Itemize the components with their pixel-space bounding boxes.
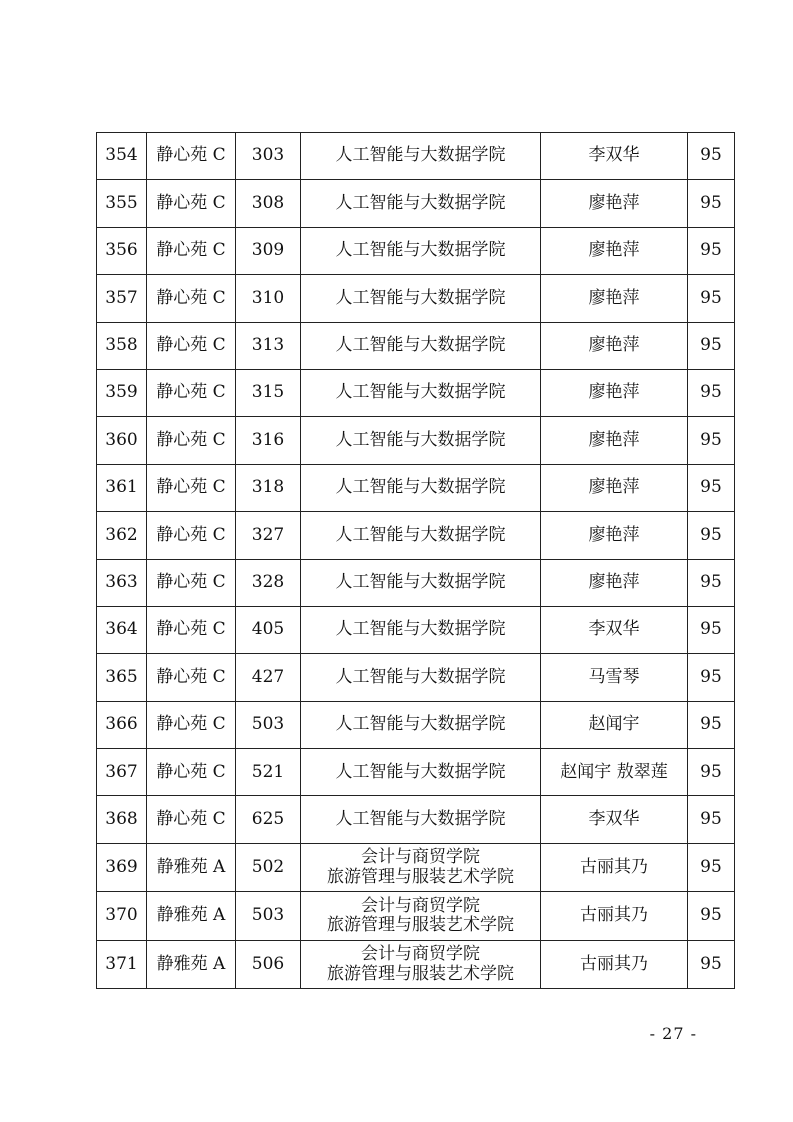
college-cell — [301, 843, 541, 892]
teacher-cell: 廖艳萍 — [541, 417, 688, 464]
college-name: 人工智能与大数据学院 — [335, 334, 506, 355]
building-cell: 静心苑 C — [147, 796, 236, 843]
table-row — [97, 133, 735, 180]
room-number-cell: 427 — [236, 654, 301, 701]
score-cell: 95 — [688, 892, 735, 941]
table-row — [97, 464, 735, 511]
score-cell: 95 — [688, 940, 735, 989]
row-number-cell: 362 — [97, 512, 147, 559]
college-name: 人工智能与大数据学院 — [335, 240, 506, 261]
college-cell — [301, 227, 541, 274]
row-number-cell: 364 — [97, 606, 147, 653]
building-cell: 静心苑 C — [147, 749, 236, 796]
building-cell: 静心苑 C — [147, 559, 236, 606]
building-cell: 静心苑 C — [147, 606, 236, 653]
dormitory-score-table — [96, 132, 735, 989]
row-number-cell: 357 — [97, 275, 147, 322]
score-cell: 95 — [688, 133, 735, 180]
room-number-cell: 315 — [236, 369, 301, 416]
score-cell: 95 — [688, 417, 735, 464]
score-cell: 95 — [688, 369, 735, 416]
score-cell: 95 — [688, 512, 735, 559]
score-cell: 95 — [688, 559, 735, 606]
building-cell: 静雅苑 A — [147, 843, 236, 892]
college-cell — [301, 512, 541, 559]
college-name: 人工智能与大数据学院 — [335, 192, 506, 213]
table-row — [97, 180, 735, 227]
college-name: 会计与商贸学院 — [361, 944, 480, 965]
room-number-cell: 303 — [236, 133, 301, 180]
score-cell: 95 — [688, 796, 735, 843]
college-name: 人工智能与大数据学院 — [335, 287, 506, 308]
score-cell: 95 — [688, 843, 735, 892]
teacher-cell: 廖艳萍 — [541, 559, 688, 606]
college-cell — [301, 133, 541, 180]
row-number-cell: 359 — [97, 369, 147, 416]
college-cell — [301, 606, 541, 653]
college-name: 人工智能与大数据学院 — [335, 429, 506, 450]
score-cell: 95 — [688, 749, 735, 796]
table-row — [97, 322, 735, 369]
room-number-cell: 310 — [236, 275, 301, 322]
table-row — [97, 940, 735, 989]
table-row — [97, 512, 735, 559]
teacher-cell: 廖艳萍 — [541, 369, 688, 416]
teacher-cell: 古丽其乃 — [541, 892, 688, 941]
teacher-cell: 马雪琴 — [541, 654, 688, 701]
building-cell: 静心苑 C — [147, 133, 236, 180]
table-row — [97, 275, 735, 322]
row-number-cell: 356 — [97, 227, 147, 274]
score-cell: 95 — [688, 654, 735, 701]
row-number-cell: 361 — [97, 464, 147, 511]
room-number-cell: 316 — [236, 417, 301, 464]
score-cell: 95 — [688, 180, 735, 227]
building-cell: 静心苑 C — [147, 464, 236, 511]
teacher-cell: 李双华 — [541, 796, 688, 843]
row-number-cell: 370 — [97, 892, 147, 941]
college-cell — [301, 417, 541, 464]
room-number-cell: 318 — [236, 464, 301, 511]
room-number-cell: 506 — [236, 940, 301, 989]
college-name: 人工智能与大数据学院 — [335, 524, 506, 545]
room-number-cell: 327 — [236, 512, 301, 559]
college-name: 人工智能与大数据学院 — [335, 145, 506, 166]
teacher-cell: 廖艳萍 — [541, 322, 688, 369]
row-number-cell: 366 — [97, 701, 147, 748]
score-cell: 95 — [688, 464, 735, 511]
college-cell — [301, 559, 541, 606]
teacher-cell: 廖艳萍 — [541, 227, 688, 274]
row-number-cell: 371 — [97, 940, 147, 989]
room-number-cell: 503 — [236, 892, 301, 941]
building-cell: 静雅苑 A — [147, 940, 236, 989]
teacher-cell: 古丽其乃 — [541, 843, 688, 892]
college-name: 会计与商贸学院 — [361, 895, 480, 916]
building-cell: 静心苑 C — [147, 322, 236, 369]
college-cell — [301, 464, 541, 511]
building-cell: 静心苑 C — [147, 701, 236, 748]
college-cell — [301, 322, 541, 369]
table-row — [97, 796, 735, 843]
row-number-cell: 354 — [97, 133, 147, 180]
college-name: 人工智能与大数据学院 — [335, 571, 506, 592]
building-cell: 静心苑 C — [147, 180, 236, 227]
row-number-cell: 363 — [97, 559, 147, 606]
teacher-cell: 廖艳萍 — [541, 180, 688, 227]
score-cell: 95 — [688, 701, 735, 748]
room-number-cell: 503 — [236, 701, 301, 748]
table-row — [97, 843, 735, 892]
building-cell: 静心苑 C — [147, 227, 236, 274]
college-name: 人工智能与大数据学院 — [335, 477, 506, 498]
building-cell: 静雅苑 A — [147, 892, 236, 941]
row-number-cell: 358 — [97, 322, 147, 369]
college-cell — [301, 796, 541, 843]
college-cell — [301, 654, 541, 701]
table-row — [97, 417, 735, 464]
college-name: 人工智能与大数据学院 — [335, 761, 506, 782]
teacher-cell: 赵闻宇 敖翠莲 — [541, 749, 688, 796]
table-body — [97, 133, 735, 989]
building-cell: 静心苑 C — [147, 654, 236, 701]
room-number-cell: 328 — [236, 559, 301, 606]
room-number-cell: 405 — [236, 606, 301, 653]
table-row — [97, 749, 735, 796]
college-cell — [301, 180, 541, 227]
teacher-cell: 李双华 — [541, 133, 688, 180]
room-number-cell: 313 — [236, 322, 301, 369]
table-row — [97, 606, 735, 653]
teacher-cell: 廖艳萍 — [541, 275, 688, 322]
college-name: 人工智能与大数据学院 — [335, 808, 506, 829]
room-number-cell: 625 — [236, 796, 301, 843]
building-cell: 静心苑 C — [147, 417, 236, 464]
college-name: 旅游管理与服装艺术学院 — [327, 915, 514, 936]
table-row — [97, 227, 735, 274]
row-number-cell: 369 — [97, 843, 147, 892]
teacher-cell: 廖艳萍 — [541, 464, 688, 511]
building-cell: 静心苑 C — [147, 369, 236, 416]
room-number-cell: 308 — [236, 180, 301, 227]
room-number-cell: 502 — [236, 843, 301, 892]
row-number-cell: 367 — [97, 749, 147, 796]
teacher-cell: 古丽其乃 — [541, 940, 688, 989]
college-cell — [301, 940, 541, 989]
college-name: 人工智能与大数据学院 — [335, 619, 506, 640]
score-cell: 95 — [688, 275, 735, 322]
teacher-cell: 廖艳萍 — [541, 512, 688, 559]
college-cell — [301, 701, 541, 748]
table-row — [97, 559, 735, 606]
college-cell — [301, 275, 541, 322]
college-name: 人工智能与大数据学院 — [335, 382, 506, 403]
college-name: 旅游管理与服装艺术学院 — [327, 866, 514, 887]
room-number-cell: 309 — [236, 227, 301, 274]
college-name: 会计与商贸学院 — [361, 847, 480, 868]
building-cell: 静心苑 C — [147, 275, 236, 322]
row-number-cell: 355 — [97, 180, 147, 227]
row-number-cell: 368 — [97, 796, 147, 843]
college-name: 旅游管理与服装艺术学院 — [327, 963, 514, 984]
college-cell — [301, 892, 541, 941]
college-cell — [301, 749, 541, 796]
table-row — [97, 369, 735, 416]
page-number: - 27 - — [649, 1024, 697, 1043]
building-cell: 静心苑 C — [147, 512, 236, 559]
row-number-cell: 365 — [97, 654, 147, 701]
table-row — [97, 892, 735, 941]
teacher-cell: 赵闻宇 — [541, 701, 688, 748]
room-number-cell: 521 — [236, 749, 301, 796]
college-name: 人工智能与大数据学院 — [335, 714, 506, 735]
table-row — [97, 701, 735, 748]
table-row — [97, 654, 735, 701]
college-name: 人工智能与大数据学院 — [335, 666, 506, 687]
score-cell: 95 — [688, 227, 735, 274]
row-number-cell: 360 — [97, 417, 147, 464]
score-cell: 95 — [688, 606, 735, 653]
score-cell: 95 — [688, 322, 735, 369]
college-cell — [301, 369, 541, 416]
teacher-cell: 李双华 — [541, 606, 688, 653]
